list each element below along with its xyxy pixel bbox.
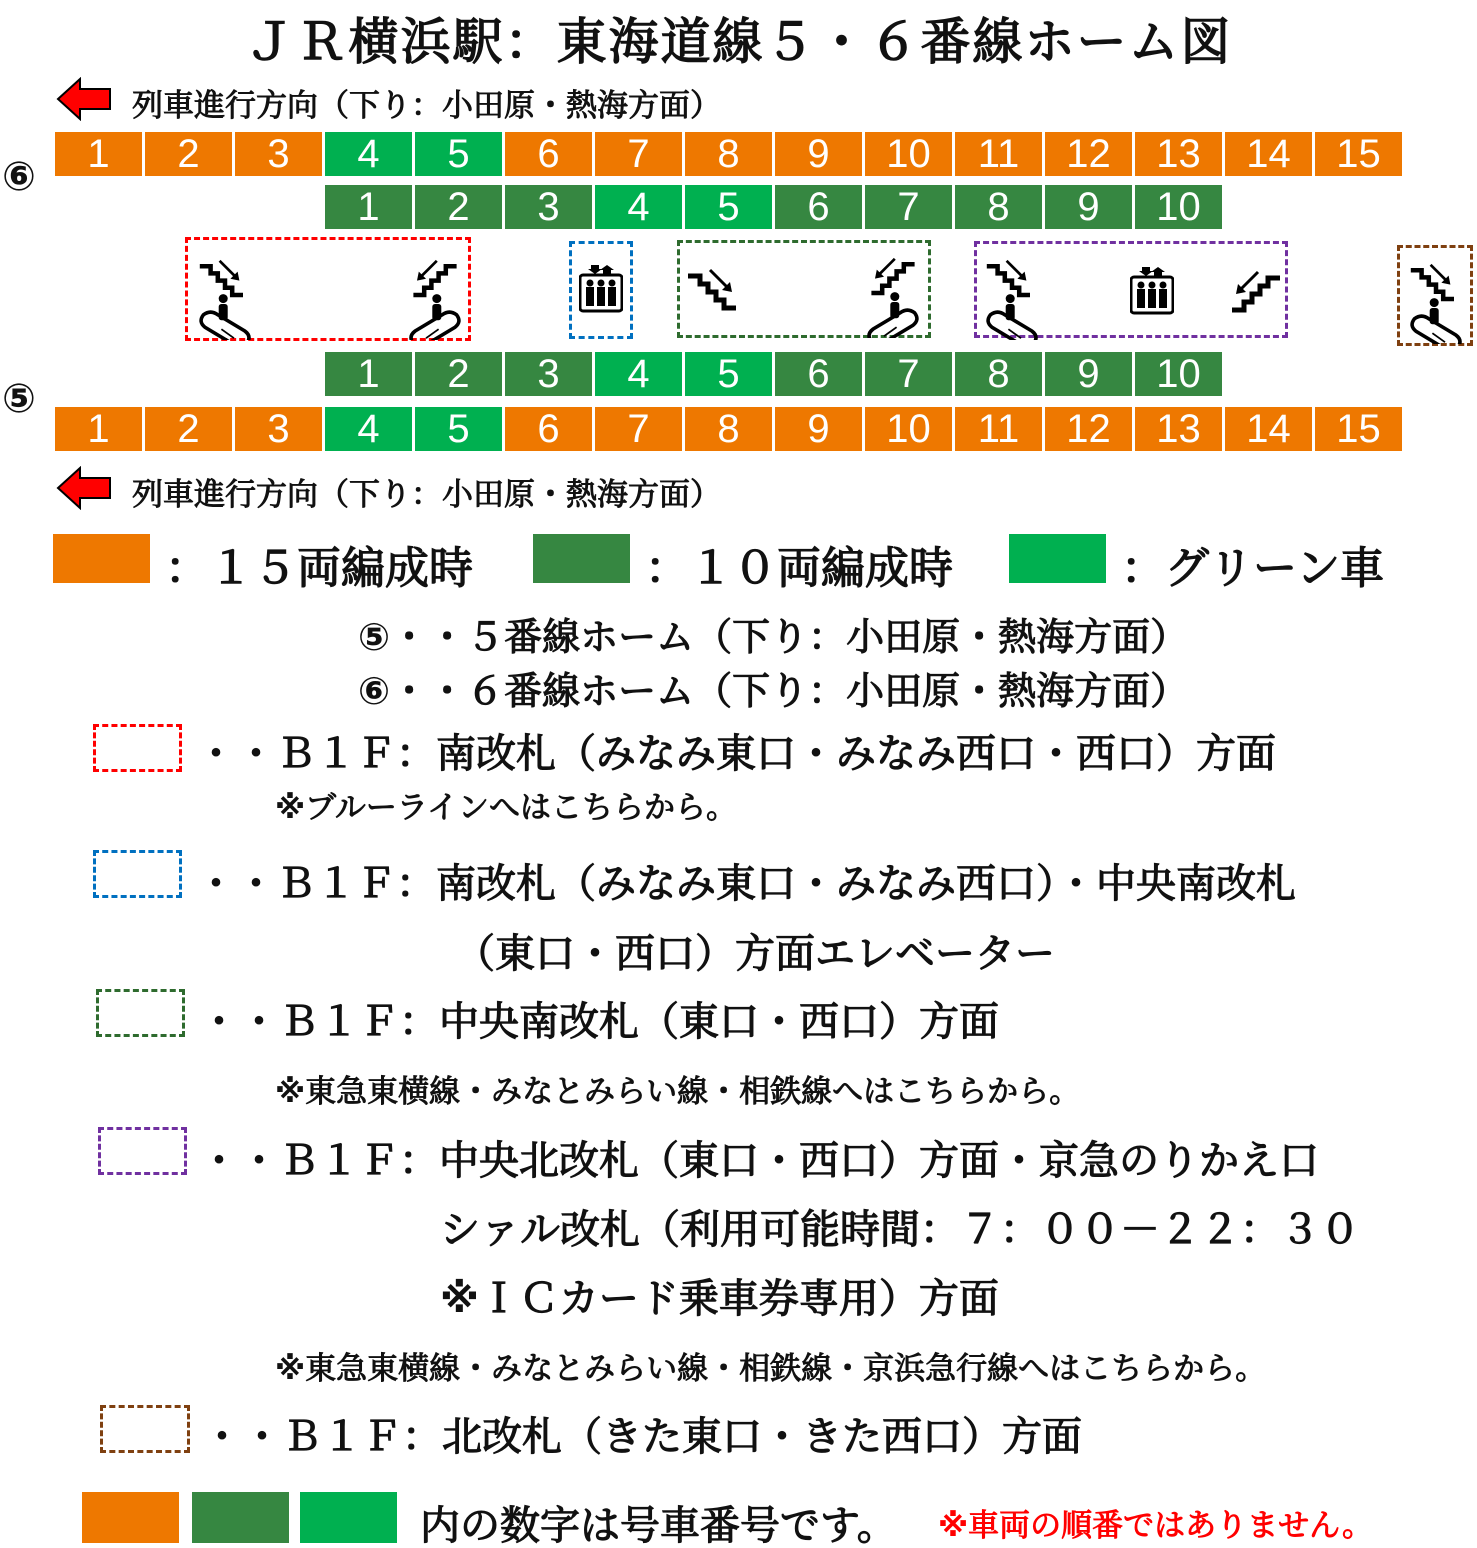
footer-swatch-green [300, 1492, 397, 1543]
elevator-icon [579, 265, 623, 313]
platform-5-label: ⑤ [2, 376, 36, 422]
legend-green-box [96, 989, 185, 1037]
car-11: 11 [955, 407, 1042, 451]
car-9: 9 [775, 407, 862, 451]
car-3: 3 [505, 352, 592, 396]
car-6: 6 [505, 407, 592, 451]
car-1: 1 [325, 185, 412, 229]
car-2: 2 [415, 185, 502, 229]
exit-purple-text-3: ※ＩＣカード乗車券専用）方面 [440, 1276, 999, 1322]
exit-purple-note: ※東急東横線・みなとみらい線・相鉄線・京浜急行線へはこちらから。 [275, 1351, 1267, 1387]
car-9: 9 [1045, 185, 1132, 229]
car-10: 10 [1135, 185, 1222, 229]
exit-purple-text: ・・Ｂ１Ｆ：中央北改札（東口・西口）方面・京急のりかえ口 [199, 1138, 1319, 1184]
car-11: 11 [955, 132, 1042, 176]
exit-green-note: ※東急東横線・みなとみらい線・相鉄線へはこちらから。 [275, 1074, 1081, 1110]
legend-red-box [93, 724, 182, 772]
legend-brown-box [100, 1405, 190, 1453]
stairs-up-icon [1230, 270, 1282, 316]
car-2: 2 [145, 407, 232, 451]
car-4: 4 [595, 352, 682, 396]
stairs-down-icon [195, 250, 255, 340]
car-1: 1 [55, 407, 142, 451]
platform-6-label: ⑥ [2, 154, 36, 200]
stairs-down-escalator-icon [982, 250, 1042, 340]
car-10: 10 [1135, 352, 1222, 396]
car-5: 5 [685, 352, 772, 396]
car-9: 9 [1045, 352, 1132, 396]
car-7: 7 [865, 352, 952, 396]
direction-label-bottom: 列車進行方向（下り：小田原・熱海方面） [132, 477, 721, 513]
car-10: 10 [865, 407, 952, 451]
legend-swatch-10car [533, 534, 630, 583]
page-title: ＪＲ横浜駅：東海道線５・６番線ホーム図 [244, 13, 1233, 71]
car-2: 2 [415, 352, 502, 396]
car-8: 8 [685, 407, 772, 451]
direction-arrow-icon [56, 77, 112, 121]
exit-brown-text: ・・Ｂ１Ｆ：北改札（きた東口・きた西口）方面 [202, 1414, 1082, 1460]
car-3: 3 [235, 132, 322, 176]
car-7: 7 [865, 185, 952, 229]
exit-red-note: ※ブルーラインへはこちらから。 [275, 790, 737, 826]
stairs-down-icon [686, 268, 738, 314]
footer-swatch-dark-green [192, 1492, 289, 1543]
car-3: 3 [235, 407, 322, 451]
car-3: 3 [505, 185, 592, 229]
footer-swatch-orange [82, 1492, 179, 1543]
legend-10car: ：１０両編成時 [645, 543, 953, 594]
car-15: 15 [1315, 132, 1402, 176]
car-1: 1 [55, 132, 142, 176]
legend-15car: ：１５両編成時 [165, 543, 473, 594]
car-14: 14 [1225, 407, 1312, 451]
direction-arrow-icon [56, 466, 112, 510]
exit-green-text: ・・Ｂ１Ｆ：中央南改札（東口・西口）方面 [199, 999, 999, 1045]
legend-blue-box [93, 850, 182, 898]
direction-label-top: 列車進行方向（下り：小田原・熱海方面） [132, 88, 721, 124]
exit-purple-text-2: シァル改札（利用可能時間：７：００－２２：３０ [440, 1207, 1360, 1253]
legend-green-car: ：グリーン車 [1121, 543, 1385, 594]
car-5: 5 [685, 185, 772, 229]
car-5: 5 [415, 132, 502, 176]
exit-red-text: ・・Ｂ１Ｆ：南改札（みなみ東口・みなみ西口・西口）方面 [196, 731, 1276, 777]
exit-blue-text-2: （東口・西口）方面エレベーター [455, 931, 1055, 977]
car-10: 10 [865, 132, 952, 176]
elevator-icon [1130, 267, 1174, 315]
legend-purple-box [98, 1127, 187, 1175]
car-14: 14 [1225, 132, 1312, 176]
car-15: 15 [1315, 407, 1402, 451]
car-8: 8 [955, 352, 1042, 396]
car-6: 6 [505, 132, 592, 176]
car-13: 13 [1135, 132, 1222, 176]
car-8: 8 [955, 185, 1042, 229]
car-13: 13 [1135, 407, 1222, 451]
legend-swatch-green-car [1009, 534, 1106, 583]
car-4: 4 [595, 185, 682, 229]
footer-warning: ※車両の順番ではありません。 [938, 1508, 1373, 1544]
car-5: 5 [415, 407, 502, 451]
car-4: 4 [325, 407, 412, 451]
car-7: 7 [595, 132, 682, 176]
car-9: 9 [775, 132, 862, 176]
platform-5-legend: ⑤・・５番線ホーム（下り：小田原・熱海方面） [358, 615, 1189, 659]
stairs-up-escalator-icon [863, 248, 923, 338]
car-12: 12 [1045, 132, 1132, 176]
car-12: 12 [1045, 407, 1132, 451]
footer-text: 内の数字は号車番号です。 [420, 1503, 897, 1548]
platform-6-legend: ⑥・・６番線ホーム（下り：小田原・熱海方面） [358, 669, 1189, 713]
car-1: 1 [325, 352, 412, 396]
exit-blue-text: ・・Ｂ１Ｆ：南改札（みなみ東口・みなみ西口）・中央南改札 [196, 861, 1296, 907]
stairs-down-escalator-icon [1405, 254, 1467, 344]
car-6: 6 [775, 352, 862, 396]
car-4: 4 [325, 132, 412, 176]
stairs-up-escalator-icon [405, 250, 465, 340]
car-8: 8 [685, 132, 772, 176]
car-2: 2 [145, 132, 232, 176]
legend-swatch-15car [53, 534, 150, 583]
car-7: 7 [595, 407, 682, 451]
car-6: 6 [775, 185, 862, 229]
